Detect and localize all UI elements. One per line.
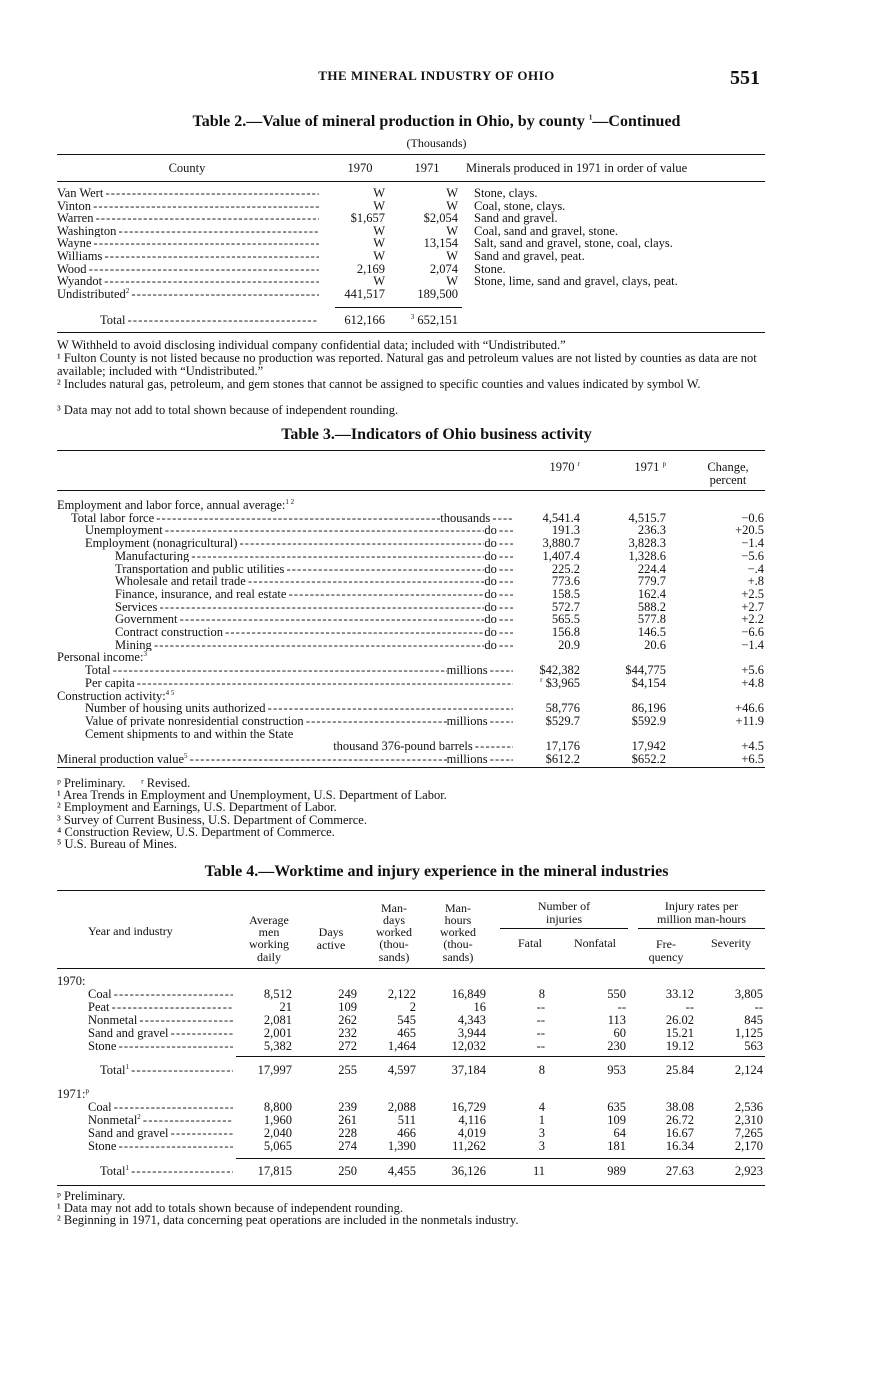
table2-col-county: County [168,161,206,175]
table4-industry-label: Nonmetal - - - [88,1014,233,1027]
table2-value-1971: W [446,223,458,238]
table4-cell-men: 8,512 [263,987,292,1001]
table4-industry-label: Coal - - - [88,988,233,1001]
table4-cell-fatal: -- [536,1000,545,1014]
table4-col-man-days: Man- [381,900,407,915]
table2-county-name: Warren - - - [57,212,319,225]
table4-cell-man-days: 2 [409,1000,416,1014]
table3-change-percent: −1.4 [741,536,764,551]
table3-footnote: ⁴ Construction Review, U.S. Department of Commerce. [57,824,335,839]
table3-row-unit: millions - - - [447,753,513,766]
table3-value-1970: 565.5 [551,612,580,627]
table4-cell-fatal: 8 [538,1063,545,1077]
table3-value-1970: $529.7 [545,713,580,728]
table4-col-fatal: Fatal [518,936,542,950]
table4-year-1970: 1970: [57,974,86,988]
table3-value-1971: $592.9 [631,713,666,728]
table4-cell-sev: 2,310 [734,1113,763,1127]
table2-minerals: Salt, sand and gravel, stone, coal, clays. [474,236,673,251]
table4-col-rates-group: million man-hours [657,911,746,926]
table4-col-man-days: days [383,912,405,927]
table3-row-unit: do - - - [484,588,513,601]
table3-title: Table 3.—Indicators of Ohio business activity [281,426,592,443]
table4-col-man-hours: sands) [442,949,474,964]
table3-value-1971: 4,515.7 [628,510,666,525]
table3-row-label: Construction activity:$^{4 5}$ [57,688,175,703]
table4-col-severity: Severity [711,936,751,950]
table4-cell-fatal: 3 [538,1139,545,1153]
table4-cell-freq: 25.84 [665,1063,694,1077]
table3-row-unit: do - - - [484,626,513,639]
table3-change-percent: +20.5 [735,523,764,538]
table4-total-label: Total$^1$ - - - [100,1165,233,1178]
table4-cell-nonfatal: 989 [607,1164,626,1178]
table4-cell-sev: 1,125 [734,1026,763,1040]
table4-cell-nonfatal: 113 [607,1013,626,1027]
table4-col-man-days: (thou- [379,937,409,952]
table4-cell-freq: 19.12 [665,1039,694,1053]
table4-cell-freq: 16.34 [665,1139,694,1153]
table4-title: Table 4.—Worktime and injury experience in the mineral industries [204,863,669,880]
table4-cell-man-hours: 4,019 [457,1126,486,1140]
table2-value-1970: W [373,223,385,238]
table4-cell-man-days: 511 [397,1113,416,1127]
table2-unit: (Thousands) [406,136,467,150]
table3-footnote: ¹ Area Trends in Employment and Unemployment, U.S. Department of Labor. [57,788,447,803]
table3-value-1971: $652.2 [631,752,666,766]
table2-minerals: Coal, sand and gravel, stone. [474,223,619,238]
table2-total-1971: $^3$ 652,151 [410,312,458,327]
table4-cell-days: 250 [338,1164,357,1178]
table4-footnote: ² Beginning in 1971, data concerning peat operations are included in the nonmetals industry. [57,1213,519,1228]
table2-value-1970: 441,517 [344,286,385,301]
table3-value-1970: $42,382 [539,663,580,678]
table3-change-percent: −1.4 [741,637,764,652]
table4-bottom-rule [57,1185,765,1186]
table4-cell-fatal: 11 [532,1164,545,1178]
table2-value-1970: W [373,236,385,251]
table2-county-name: Williams - - - [57,250,319,263]
table2-value-1970: $1,657 [350,211,385,226]
table4-cell-nonfatal: -- [617,1000,626,1014]
table4-cell-man-hours: 16 [473,1000,486,1014]
table3-row-unit: do - - - [484,563,513,576]
table4-cell-freq: 38.08 [665,1100,694,1114]
table4-industry-label: Sand and gravel - - - [88,1127,233,1140]
table2-top-rule [57,154,765,155]
table3-change-percent: +4.5 [741,739,764,754]
running-title: THE MINERAL INDUSTRY OF OHIO [318,68,555,83]
table2-county-name: Washington - - - [57,225,319,238]
table3-row-unit: millions - - - [447,664,513,677]
table4-cell-men: 1,960 [263,1113,292,1127]
table4-cell-man-hours: 11,262 [452,1139,486,1153]
table4-cell-nonfatal: 109 [607,1113,626,1127]
table3-change-percent: +2.5 [741,586,764,601]
table3-footnote: ² Employment and Earnings, U.S. Department of Labor. [57,800,337,815]
table3-row-label: Employment and labor force, annual average:$^{1 2}$ [57,497,295,512]
table3-footnote: ³ Survey of Current Business, U.S. Department of Commerce. [57,812,367,827]
table3-row-label: Manufacturing - - - [115,550,484,563]
table4-cell-days: 274 [338,1139,357,1153]
table4-cell-man-days: 2,088 [387,1100,416,1114]
table4-cell-days: 261 [338,1113,357,1127]
table4-cell-days: 249 [338,987,357,1001]
table4-cell-man-hours: 3,944 [457,1026,486,1040]
table3-row-unit: do - - - [484,550,513,563]
table2-minerals: Sand and gravel. [474,211,558,226]
table2-col-minerals: Minerals produced in 1971 in order of value [466,161,688,175]
table4-col-man-hours: Man- [445,900,471,915]
table3-value-1970: 773.6 [551,574,580,589]
table2-total-label: Total - - - [100,314,318,327]
table4-cell-sev: 563 [744,1039,763,1053]
table3-value-1970: 225.2 [551,561,580,576]
table3-row-label: Government - - - [115,613,484,626]
table2-value-1970: 2,169 [356,261,385,276]
table3-value-1971: 779.7 [637,574,666,589]
table3-change-percent: −6.6 [741,625,764,639]
table4-col-rates-group: Injury rates per [664,899,739,914]
table4-industry-label: Sand and gravel - - - [88,1027,233,1040]
table4-col-injuries-group: Number of [537,899,591,914]
table4-header-rule [57,968,765,969]
table4-col-year-industry: Year and industry [88,924,173,938]
table2-value-1970: W [373,186,385,200]
table3-footnote: ᵖ Preliminary. ʳ Revised. [57,776,191,790]
table3-change-percent: +2.2 [741,612,764,627]
table4-col-man-days: sands) [378,949,410,964]
table4-cell-days: 228 [338,1126,357,1140]
table2-col-1970: 1970 [347,161,373,175]
table3-row-unit: do - - - [484,575,513,588]
table4-cell-fatal: -- [536,1039,545,1053]
table4-cell-man-hours: 12,032 [451,1039,486,1053]
table2-minerals: Sand and gravel, peat. [474,249,585,263]
table4-cell-sev: 2,923 [734,1164,763,1178]
table4-cell-man-days: 4,455 [387,1164,416,1178]
table4-cell-nonfatal: 230 [607,1039,626,1053]
table2-value-1970: W [373,198,385,213]
table3-footnote: ⁵ U.S. Bureau of Mines. [57,837,177,851]
table4-industry-label: Nonmetal$^2$ - - - [88,1114,233,1127]
table4-cell-men: 5,065 [263,1139,292,1153]
table4-col-man-days: worked [376,925,412,940]
table4-cell-man-hours: 36,126 [451,1164,486,1178]
table3-change-percent: +2.7 [741,599,764,614]
table3-bottom-rule [57,767,765,768]
table4-cell-fatal: 4 [538,1100,545,1114]
table2-footnote: ³ Data may not add to total shown because of independent rounding. [57,403,399,417]
table3-value-1970: 58,776 [545,701,580,716]
table2-minerals: Stone. [474,261,506,276]
table2-value-1971: $2,054 [423,211,458,226]
table4-col-injuries-group: injuries [546,911,582,926]
table3-value-1970: 4,541.4 [542,510,580,525]
table4-cell-days: 239 [338,1100,357,1114]
table4-top-rule [57,890,765,891]
table3-row-unit: do - - - [484,601,513,614]
table4-cell-freq: 27.63 [665,1164,694,1178]
table2-value-1971: W [446,249,458,263]
table4-cell-man-hours: 16,849 [451,987,486,1001]
table4-cell-men: 2,001 [263,1026,292,1040]
table2-county-name: Wood - - - [57,263,319,276]
table4-cell-days: 232 [338,1026,357,1040]
table3-row-label: Mineral production value$^5$ - - - [57,753,447,766]
table4-col-average-men: daily [257,949,281,964]
table3-value-1970: $^r$ $3,965 [540,675,580,690]
table3-change-percent: +4.8 [741,675,764,690]
table3-row-unit: thousand 376-pound barrels - - - [333,740,513,753]
table4-cell-days: 262 [338,1013,357,1027]
table4-rates-rule [638,928,765,929]
table4-cell-fatal: -- [536,1013,545,1027]
table3-change-percent: +11.9 [735,713,764,728]
table3-value-1970: 3,880.7 [542,536,580,551]
table4-cell-fatal: 3 [538,1126,545,1140]
table4-col-days-active: active [316,937,346,952]
table3-col-1970: 1970 $^r$ [549,459,580,474]
table3-row-label: Contract construction - - - [115,626,484,639]
table4-industry-label: Stone - - - [88,1140,233,1153]
table4-cell-man-days: 465 [397,1026,416,1040]
table4-col-nonfatal: Nonfatal [574,936,616,950]
table2-total-rule [335,307,462,308]
table3-row-label: Total - - - [85,664,447,677]
table4-cell-men: 21 [279,1000,292,1014]
table3-row-unit: do - - - [484,524,513,537]
table4-cell-man-days: 4,597 [387,1063,416,1077]
table4-cell-fatal: 1 [538,1113,545,1127]
table4-cell-man-days: 466 [397,1126,416,1140]
table4-cell-nonfatal: 64 [613,1126,626,1140]
table2-value-1971: 189,500 [417,286,458,301]
table4-injuries-rule [500,928,628,929]
table4-cell-sev: -- [754,1000,763,1014]
table4-cell-freq: 15.21 [665,1026,694,1040]
table3-value-1970: 158.5 [551,586,580,601]
table4-col-man-hours: (thou- [443,937,473,952]
table3-value-1970: $612.2 [545,752,580,766]
table4-cell-men: 2,040 [263,1126,292,1140]
table3-row-label: Per capita - - - [85,677,513,690]
table3-change-percent: +.8 [747,574,764,589]
table3-value-1970: 1,407.4 [542,548,580,563]
table3-value-1971: 224.4 [637,561,666,576]
table4-cell-days: 255 [338,1063,357,1077]
table4-cell-nonfatal: 635 [607,1100,626,1114]
table4-cell-man-days: 2,122 [387,987,416,1001]
table3-row-label: Number of housing units authorized - - - [85,702,513,715]
table3-change-percent: −5.6 [741,548,764,563]
table3-col-change: Change, [707,460,749,474]
table4-total-label: Total$^1$ - - - [100,1064,233,1077]
table3-value-1971: 1,328.6 [628,548,666,563]
table3-value-1971: 236.3 [637,523,666,538]
table3-value-1970: 572.7 [551,599,580,614]
table4-industry-label: Stone - - - [88,1040,233,1053]
table3-row-label: Mining - - - [115,639,484,652]
table4-cell-man-hours: 4,343 [457,1013,486,1027]
table4-cell-men: 17,997 [257,1063,292,1077]
table3-row-unit: do - - - [484,639,513,652]
table3-value-1970: 20.9 [558,637,580,652]
table2-county-name: Vinton - - - [57,200,319,213]
table4-col-frequency: quency [648,949,684,964]
table3-row-label: Value of private nonresidential construction - - - [85,715,447,728]
table2-total-1970: 612,166 [344,313,385,327]
table4-col-frequency: Fre- [656,937,676,952]
table3-row-unit: do - - - [484,537,513,550]
table4-cell-men: 8,800 [263,1100,292,1114]
table3-row-label: Transportation and public utilities - - - [115,563,484,576]
table4-cell-freq: 16.67 [665,1126,694,1140]
table3-row-label: Services - - - [115,601,484,614]
table4-cell-fatal: 8 [538,987,545,1001]
table4-footnote: ¹ Data may not add to totals shown because of independent rounding. [57,1201,404,1216]
table3-value-1971: 20.6 [644,637,666,652]
table4-cell-nonfatal: 181 [607,1139,626,1153]
table3-row-label: Personal income:$^3$ [57,650,147,665]
table4-col-average-men: men [258,925,280,940]
table2-minerals: Stone, lime, sand and gravel, clays, peat. [474,274,678,289]
table3-header-rule [57,490,765,491]
table3-value-1971: 577.8 [637,612,666,627]
table4-col-average-men: working [249,937,289,952]
table2-value-1971: W [446,186,458,200]
table2-col-1971: 1971 [414,161,440,175]
table4-footnote: ᵖ Preliminary. [57,1189,126,1203]
table4-cell-man-hours: 37,184 [451,1063,486,1077]
table2-title: Table 2.—Value of mineral production in Ohio, by county $^1$—Continued [192,113,681,130]
table3-top-rule [57,450,765,451]
table4-cell-nonfatal: 60 [613,1026,626,1040]
table3-row-label: Employment (nonagricultural) - - - [85,537,484,550]
table3-value-1971: 3,828.3 [628,536,666,551]
table3-value-1970: 17,176 [545,739,580,754]
table2-value-1970: W [373,249,385,263]
table4-cell-fatal: -- [536,1026,545,1040]
table4-cell-sev: 2,536 [734,1100,763,1114]
table4-cell-days: 109 [338,1000,357,1014]
table4-total-rule [236,1056,765,1057]
table3-value-1971: 146.5 [637,625,666,639]
table3-value-1971: $4,154 [631,675,666,690]
table4-total-rule [236,1158,765,1159]
table3-row-label: Wholesale and retail trade - - - [115,575,484,588]
table2-value-1971: 13,154 [423,236,458,251]
table2-county-name: Van Wert - - - [57,187,319,200]
table4-col-average-men: Average [249,912,289,927]
table3-col-1971: 1971 $^p$ [634,459,666,474]
table4-cell-freq: -- [685,1000,694,1014]
table3-row-unit: do - - - [484,613,513,626]
table2-footnote: ² Includes natural gas, petroleum, and gem stones that cannot be assigned to specific counties and values indicated by symbol W. [57,377,701,391]
table3-change-percent: +5.6 [741,663,764,678]
table4-cell-man-hours: 4,116 [458,1113,486,1127]
table3-row-label: Finance, insurance, and real estate - - - [115,588,484,601]
table3-row-unit: thousands - - - [440,512,513,525]
table2-value-1971: W [446,274,458,289]
table2-value-1971: W [446,198,458,213]
table4-cell-nonfatal: 550 [607,987,626,1001]
table2-value-1970: W [373,274,385,289]
table2-value-1971: 2,074 [429,261,458,276]
table3-value-1971: 17,942 [631,739,666,754]
table4-cell-men: 2,081 [263,1013,292,1027]
table2-county-name: Undistributed$^2$ - - - [57,288,319,301]
table3-value-1971: 588.2 [637,599,666,614]
table3-row-label: Total labor force - - - [71,512,440,525]
table3-value-1971: 162.4 [637,586,666,601]
table4-industry-label: Coal - - - [88,1101,233,1114]
table4-cell-freq: 33.12 [665,987,694,1001]
table4-cell-days: 272 [338,1039,357,1053]
table2-footnote: ¹ Fulton County is not listed because no production was reported. Natural gas and petroleum values are not listed by counties as data are not available; included with “Undistributed.” [57,351,757,378]
table2-footnote: W Withheld to avoid disclosing individual company confidential data; included with “Undistributed.” [57,338,566,352]
table3-change-percent: −0.6 [741,510,764,525]
table3-change-percent: +6.5 [741,752,764,766]
page-number: 551 [730,67,760,89]
table4-cell-freq: 26.02 [665,1013,694,1027]
table4-cell-freq: 26.72 [665,1113,694,1127]
table4-cell-sev: 7,265 [734,1126,763,1140]
table4-cell-men: 5,382 [263,1039,292,1053]
table4-col-man-hours: worked [440,925,476,940]
table4-cell-men: 17,815 [257,1164,292,1178]
table4-cell-man-days: 1,390 [387,1139,416,1153]
table4-year-1971: 1971:$^p$ [57,1086,89,1101]
table3-row-label: Unemployment - - - [85,524,484,537]
table4-cell-sev: 2,124 [734,1063,763,1077]
table4-cell-man-hours: 16,729 [451,1100,486,1114]
table4-col-days-active: Days [318,925,344,940]
table2-minerals: Coal, stone, clays. [474,198,566,213]
table4-cell-sev: 2,170 [734,1139,763,1153]
table3-row-label: Cement shipments to and within the State [85,726,294,741]
table4-industry-label: Peat - - - [88,1001,233,1014]
table4-cell-nonfatal: 953 [607,1063,626,1077]
table3-value-1971: $44,775 [625,663,666,678]
table3-col-change-unit: percent [709,473,747,487]
table3-row-unit: millions - - - [447,715,513,728]
table2-county-name: Wyandot - - - [57,275,319,288]
table4-cell-man-days: 1,464 [387,1039,416,1053]
table2-minerals: Stone, clays. [474,186,538,200]
table4-cell-sev: 845 [744,1013,763,1027]
table3-value-1970: 191.3 [551,523,580,538]
table3-value-1971: 86,196 [631,701,666,716]
table3-change-percent: +46.6 [735,701,764,716]
table2-bottom-rule [57,332,765,333]
table3-value-1970: 156.8 [551,625,580,639]
table3-change-percent: −.4 [747,561,764,576]
table2-county-name: Wayne - - - [57,237,319,250]
table4-cell-man-days: 545 [397,1013,416,1027]
table2-header-rule [57,181,765,182]
table4-cell-sev: 3,805 [734,987,763,1001]
table4-col-man-hours: hours [444,912,472,927]
